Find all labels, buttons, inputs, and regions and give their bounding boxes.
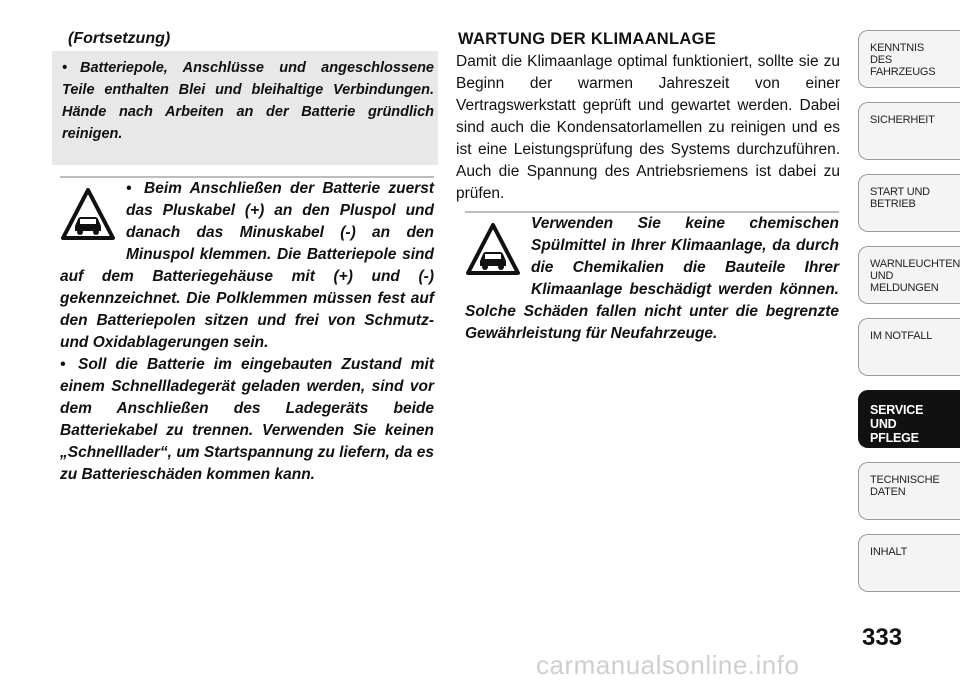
bullet: •: [126, 180, 132, 197]
warning-triangle-icon: [465, 221, 521, 277]
ac-warning-text: Verwenden Sie keine chemischen Spülmittel in Ihrer Klimaanlage, da durch die Chemikalien die Bauteile Ihrer Klimaanlage beschädigt werden können. Solche Schäden fallen nicht unter die begrenzte Gewährleistung für Neufahrzeuge.: [465, 215, 839, 342]
warning-triangle-icon: [60, 186, 116, 242]
ac-warning: [465, 213, 839, 345]
tab-sicherheit[interactable]: SICHERHEIT: [858, 102, 960, 160]
bullet: •: [62, 60, 68, 76]
lead-warning-sentence: Batteriepole, Anschlüsse und angeschlossene Teile enthalten Blei und bleihaltige Verbindungen. Hände nach Arbeiten an der Batterie gründlich reinigen.: [62, 60, 434, 142]
tab-technische-daten[interactable]: TECHNISCHE DATEN: [858, 462, 960, 520]
lead-warning-text: [62, 57, 434, 145]
section-title: WARTUNG DER KLIMAANLAGE: [458, 30, 717, 48]
continued-label: (Fortsetzung): [68, 30, 171, 47]
bullet: •: [60, 356, 66, 373]
tab-warnleuchten[interactable]: WARNLEUCHTEN UND MELDUNGEN: [858, 246, 960, 304]
battery-warning: [60, 178, 434, 486]
page-number: 333: [862, 624, 903, 651]
tab-start-und-betrieb[interactable]: START UND BETRIEB: [858, 174, 960, 232]
section-body: Damit die Klimaanlage optimal funktioniert, sollte sie zu Beginn der warmen Jahreszeit von einer Vertragswerkstatt geprüft und gewartet werden. Dabei sind auch die Kondensatorlamellen zu reinigen und es ist eine Leistungsprüfung des Systems durchzuführen. Auch die Spannung des Antriebsriemens ist dabei zu prüfen.: [456, 53, 840, 202]
lead-warning-box: [52, 51, 438, 165]
tab-inhalt[interactable]: INHALT: [858, 534, 960, 592]
tab-im-notfall[interactable]: IM NOTFALL: [858, 318, 960, 376]
battery-warning-text-2: Soll die Batterie im eingebauten Zustand mit einem Schnellladegerät geladen werden, sind vor dem Anschließen des Ladegeräts beide Batteriekabel zu trennen. Verwenden Sie keinen „Schnelllader“, um Startspannung zu liefern, da es zu Batterieschäden kommen kann.: [60, 356, 434, 483]
battery-warning-text-1: Beim Anschließen der Batterie zuerst das Pluskabel (+) an den Pluspol und danach das Minuskabel (-) an den Minuspol klemmen. Die Batteriepole sind auf dem Batteriegehäuse mit (+) und (-) gekennzeichnet. Die Polklemmen müssen fest auf den Batteriepolen sitzen und frei von Schmutz- und Oxidablagerungen sein.: [60, 180, 434, 351]
tab-service-und-pflege[interactable]: SERVICE UND PFLEGE: [858, 390, 960, 448]
tab-kenntnis-des-fahrzeugs[interactable]: KENNTNIS DES FAHRZEUGS: [858, 30, 960, 88]
watermark: carmanualsonline.info: [536, 650, 800, 680]
